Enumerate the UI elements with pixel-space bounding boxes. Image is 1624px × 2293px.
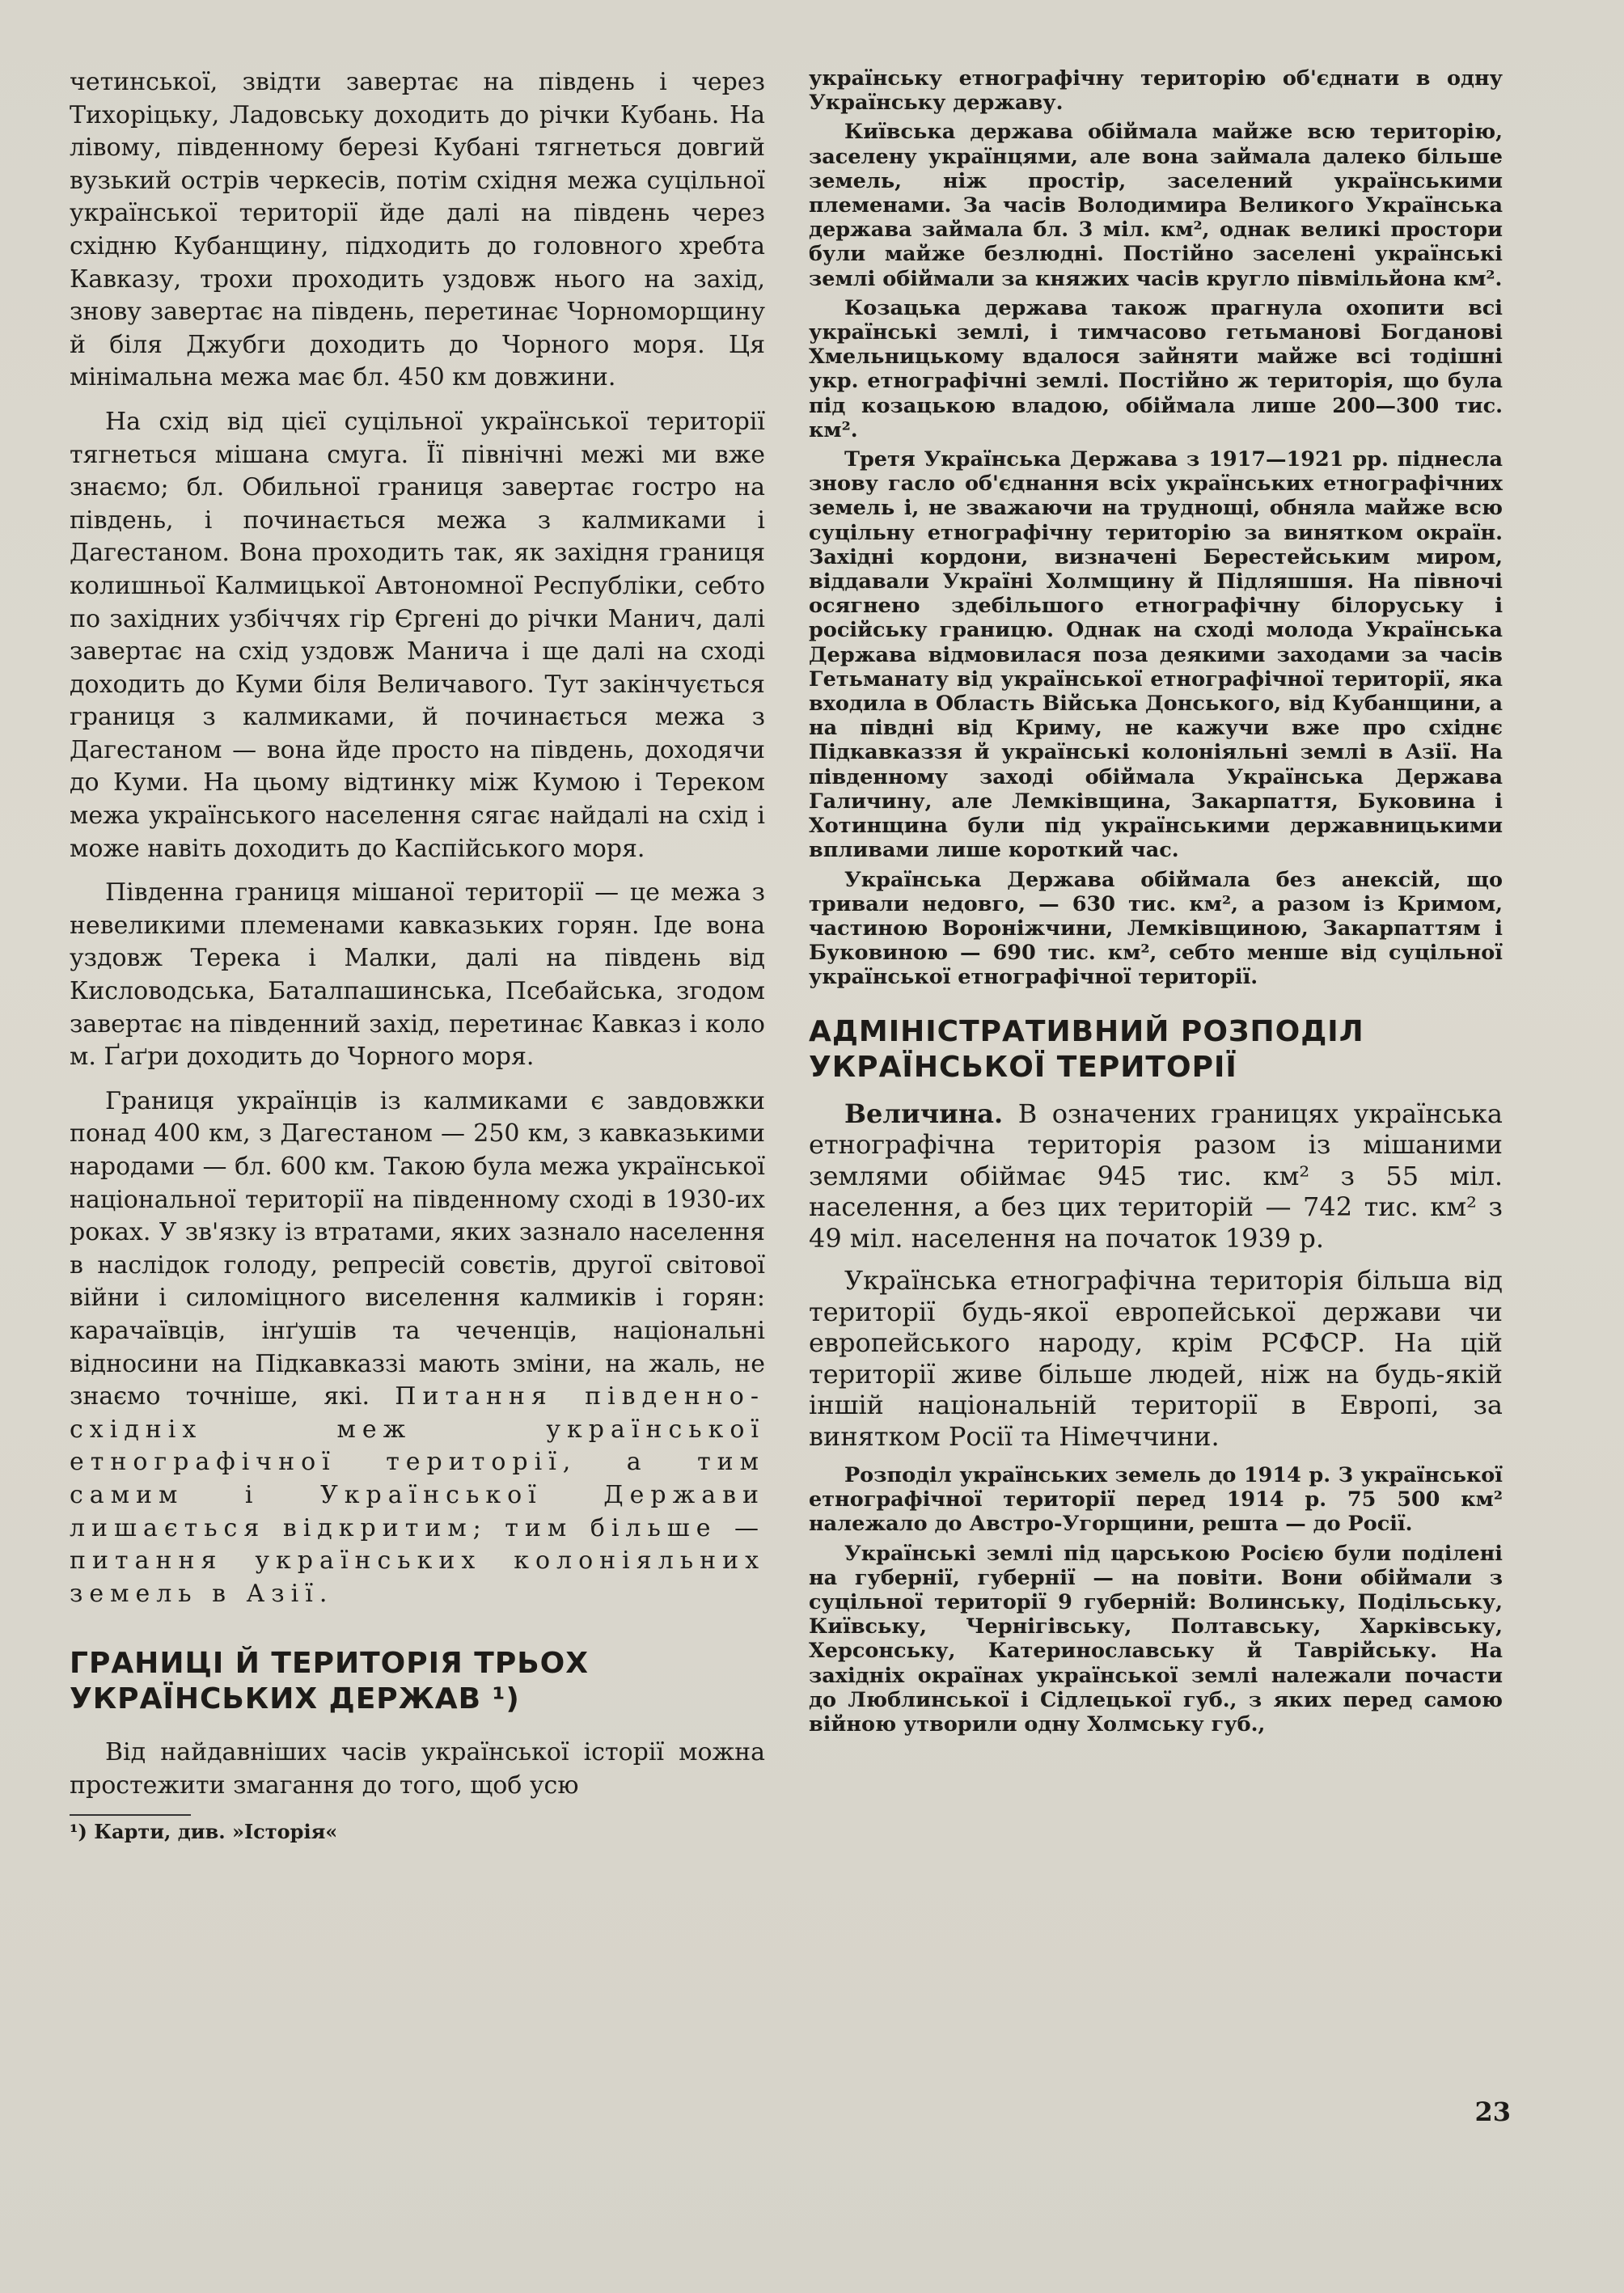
paragraph: Козацька держава також прагнула охопити всі українські землі, і тимчасово гетьманові Богданові Хмельницькому вдалося зайняти майже всі тодішні укр. етнографічні землі. Постійно ж територія, що була під козацькою владою, обіймала лише 200—300 тис. км². [809, 295, 1503, 442]
small-print-block [809, 66, 1503, 990]
footnote-divider [70, 1814, 191, 1816]
paragraph: Українська етнографічна територія більша від території будь-якої европейської держави чи европейського народу, крім РСФСР. На цій території живе більше людей, ніж на будь-якій іншій національній території в Европі, за винятком Росії та Німеччини. [809, 1265, 1503, 1452]
section-heading: ГРАНИЦІ Й ТЕРИТОРІЯ ТРЬОХ УКРАЇНСЬКИХ ДЕРЖАВ ¹) [70, 1647, 590, 1716]
left-column [70, 66, 765, 1856]
spaced-emphasis-text: Питання південно-східніх меж української етнографічної території, а тим самим і Української Держави лишається відкритим; тим більше — питання українських колоніяльних земель в Азії. [70, 1382, 765, 1608]
paragraph [809, 1098, 1503, 1254]
page-number: 23 [1474, 2096, 1511, 2127]
paragraph-text: В означених границях українська етнографічна територія разом із мішаними землями обіймає 945 тис. км² з 55 міл. населення, а без цих територій — 742 тис. км² з 49 міл. населення на початок 1939 р. [809, 1098, 1503, 1254]
paragraph: Українська Держава обіймала без анексій, що тривали недовго, — 630 тис. км², а разом із Кримом, частиною Вороніжчини, Лемківщиною, Закарпаттям і Буковиною — 690 тис. км², себто менше від суцільної української етнографічної території. [809, 867, 1503, 990]
paragraph-lead: Величина. [844, 1098, 1004, 1129]
paragraph: На схід від цієї суцільної української території тягнеться мішана смуга. Її північні межі ми вже знаємо; бл. Обильної границя завертає гостро на південь, і починається межа з калмиками і Дагестаном. Вона проходить так, як західня границя колишньої Калмицької Автономної Республіки, себто по західних узбіччях гір Єргені до річки Манич, далі завертає на схід уздовж Манича і ще далі на сході доходить до Куми біля Величавого. Тут закінчується границя з калмиками, й починається межа з Дагестаном — вона йде просто на південь, доходячи до Куми. На цьому відтинку між Кумою і Тереком межа українського населення сягає найдалі на схід і може навіть доходить до Каспійського моря. [70, 407, 765, 863]
paragraph: українську етнографічну територію об'єднати в одну Українську державу. [809, 66, 1503, 116]
paragraph: четинської, звідти завертає на південь і через Тихоріцьку, Ладовську доходить до річки Кубань. На лівому, південному березі Кубані тягнеться довгий вузький острів черкесів, потім східня межа суцільної української території йде далі на південь через східню Кубанщину, підходить до головного хребта Кавказу, трохи проходить уздовж нього на захід, знову завертає на південь, перетинає Чорноморщину й біля Джубги доходить до Чорного моря. Ця мінімальна межа має бл. 450 км довжини. [70, 68, 765, 392]
paragraph: Південна границя мішаної території — це межа з невеликими племенами кавказьких горян. Іде вона уздовж Терека і Малки, далі на південь від Кисловодська, Баталпашинська, Псебайська, згодом завертає на південний захід, перетинає Кавказ і коло м. Ґаґри доходить до Чорного моря. [70, 878, 765, 1072]
section-heading: АДМІНІСТРАТИВНИЙ РОЗПОДІЛ УКРАЇНСЬКОЇ ТЕРИТОРІЇ [809, 1014, 1364, 1084]
large-print-block [809, 1098, 1503, 1453]
paragraph: Розподіл українських земель до 1914 р. З української етнографічної території перед 1914 р. 75 500 км² належало до Австро-Угорщини, решта — до Росії. [809, 1463, 1503, 1537]
paragraph: Київська держава обіймала майже всю територію, заселену українцями, але вона займала далеко більше земель, ніж простір, заселений українськими племенами. За часів Володимира Великого Українська держава займала бл. 3 міл. км², однак великі простори були майже безлюдні. Постійно заселені українські землі обіймали за княжих часів кругло півмільйона км². [809, 120, 1503, 291]
paragraph: Українські землі під царською Росією були поділені на губернії, губернії — на повіти. Вони обіймали з суцільної території 9 губерній: Волинську, Подільську, Київську, Чернігівську, Полтавську, Харківську, Херсонську, Катеринославську й Таврійську. На західніх окраїнах української землі належали почасти до Люблинської і Сідлецької губ., з яких перед самою війною утворили одну Холмську губ., [809, 1541, 1503, 1737]
right-column [809, 66, 1503, 1741]
small-print-block [809, 1463, 1503, 1737]
paragraph [70, 1085, 765, 1611]
paragraph: Від найдавніших часів української історії можна простежити змагання до того, щоб усю [70, 1738, 765, 1800]
paragraph-text: Границя українців із калмиками є завдовжки понад 400 км, з Дагестаном — 250 км, з кавказькими народами — бл. 600 км. Такою була межа української національної території на південному сході в 1930-их роках. У зв'язку із втратами, яких зазнало населення в наслідок голоду, репресій совєтів, другої світової війни і силоміцного виселення калмиків і горян: карачаївців, інґушів та чеченців, національні відносини на Підкавказзі мають зміни, на жаль, не знаємо точніше, які. [70, 1086, 765, 1411]
paragraph: Третя Українська Держава з 1917—1921 рр. піднесла знову гасло об'єднання всіх українських етнографічних земель і, не зважаючи на труднощі, обняла майже всю суцільну етнографічну територію за винятком окраїн. Західні кордони, визначені Берестейським миром, віддавали Україні Холмщину й Підляшшя. На півночі осягнено здебільшого етнографічну білоруську і російську границю. Однак на сході молода Українська Держава відмовилася поза деякими заходами за часів Гетьманату від української етнографічної території, яка входила в Область Війська Донського, від Кубанщини, а на півдні від Криму, не кажучи вже про східнє Підкавказзя й українські колоніяльні землі в Азії. На південному заході обіймала Українська Держава Галичину, але Лемківщина, Закарпаття, Буковина і Хотинщина були під українськими державницькими впливами лише короткий час. [809, 447, 1503, 863]
footnote: ¹) Карти, див. »Історія« [70, 1819, 338, 1843]
